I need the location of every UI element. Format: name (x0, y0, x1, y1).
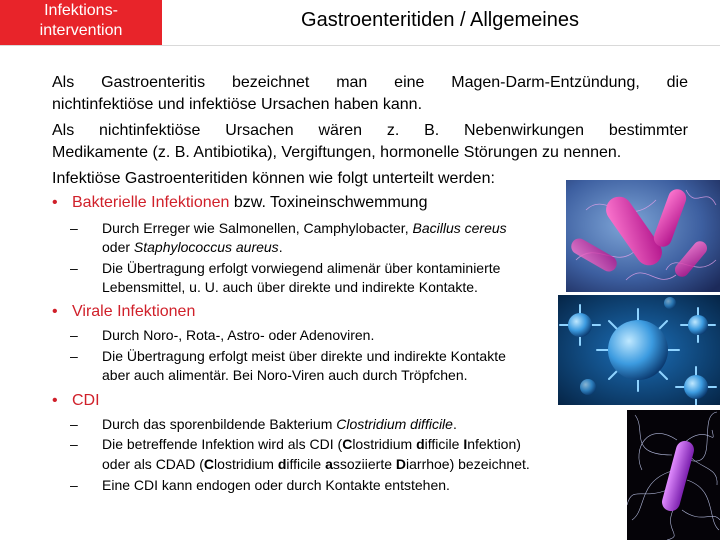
dash: – (70, 220, 78, 236)
cdi-s2-l2-d: ssoziierte (332, 456, 396, 472)
bullet-bacterial (52, 192, 427, 214)
bullet-viral (52, 301, 195, 323)
bacterial-s2-line1: Die Übertragung erfolgt vorwiegend alimenär über kontaminierte (102, 260, 501, 276)
bullet-dot: • (52, 392, 58, 409)
clostridium-image (627, 410, 720, 540)
intro-paragraph-1 (52, 72, 688, 94)
dash: – (70, 260, 78, 276)
section-tag (0, 0, 162, 45)
intro-p3: Infektiöse Gastroenteritiden können wie folgt unterteilt werden: (52, 170, 495, 187)
cdi-label: CDI (72, 392, 100, 409)
bacterial-s1-d: Staphylococcus aureus (133, 239, 279, 255)
cdi-s2-l1-e: nfektion) (467, 436, 521, 452)
bacterial-s1-c: oder (102, 239, 134, 255)
bacterial-s1-e: . (278, 239, 283, 255)
dash: – (70, 416, 78, 432)
intro-p2-line1: Als nichtinfektiöse Ursachen wären z. B. Nebenwirkungen bestimmter (52, 122, 688, 139)
cdi-s2-l1-c: ifficile (424, 436, 464, 452)
bacterial-s2-line2: Lebensmittel, u. U. auch über direkte und indirekte Kontakte. (102, 279, 478, 295)
cdi-s2-l2-a: oder als CDAD ( (102, 456, 204, 472)
cdi-s2-l2-e: iarrhoe) bezeichnet. (406, 456, 530, 472)
intro-paragraph-1b (52, 94, 422, 116)
cdi-s3: Eine CDI kann endogen oder durch Kontakte entstehen. (102, 477, 450, 493)
viral-s2-line1: Die Übertragung erfolgt meist über direkte und indirekte Kontakte (102, 348, 506, 364)
intro-paragraph-3 (52, 168, 495, 190)
cdi-s1-b: Clostridium difficile (336, 416, 453, 432)
cdi-s2-l1-d: d (416, 436, 425, 452)
dash: – (70, 348, 78, 364)
slide-title: Gastroenteritiden / Allgemeines (301, 9, 579, 31)
intro-p1-line1: Als Gastroenteritis bezeichnet man eine Magen-Darm-Entzündung, die (52, 74, 688, 91)
cdi-s2-l2-b: lostridium (214, 456, 278, 472)
dash: – (70, 327, 78, 343)
intro-paragraph-2 (52, 120, 688, 142)
viral-s1: Durch Noro-, Rota-, Astro- oder Adenoviren. (102, 327, 375, 343)
cdi-s1-c: . (452, 416, 457, 432)
dash: – (70, 436, 78, 452)
bacterial-s1-b: Bacillus cereus (412, 220, 507, 236)
intro-p2-line2: Medikamente (z. B. Antibiotika), Vergiftungen, hormonelle Störungen zu nennen. (52, 144, 622, 161)
bacteria-image (566, 180, 720, 292)
dash: – (70, 477, 78, 493)
cdi-s2-l1-I: I (463, 436, 468, 452)
viral-label: Virale Infektionen (72, 303, 196, 320)
cdi-s2-l1-a: Die betreffende Infektion wird als CDI ( (102, 436, 343, 452)
virus-image (558, 295, 720, 405)
cdi-s2-l2-C: C (203, 456, 215, 472)
bullet-cdi (52, 390, 100, 412)
cdi-s2-l2-A: a (325, 456, 333, 472)
bacterial-label: Bakterielle Infektionen (72, 194, 230, 211)
cdi-s2-l2-c: ifficile (286, 456, 326, 472)
bullet-dot: • (52, 194, 58, 211)
cdi-s2-l1-b: lostridium (352, 436, 417, 452)
section-tag-line1: Infektions- (44, 2, 118, 19)
cdi-s2-l2-D: d (277, 456, 287, 472)
section-tag-line2: intervention (39, 22, 123, 39)
header-divider (0, 45, 720, 46)
bullet-dot: • (52, 303, 58, 320)
viral-s2-line2: aber auch alimentär. Bei Noro-Viren auch durch Tröpfchen. (102, 367, 468, 383)
bacterial-suffix: bzw. Toxineinschwemmung (229, 194, 428, 211)
cdi-s2-l2-D2: D (395, 456, 407, 472)
cdi-s2-l1-C: C (342, 436, 353, 452)
cdi-s1-a: Durch das sporenbildende Bakterium (102, 416, 337, 432)
bacterial-s1-a: Durch Erreger wie Salmonellen, Camphylobacter, (102, 220, 413, 236)
intro-p1-line2: nichtinfektiöse und infektiöse Ursachen haben kann. (52, 96, 423, 113)
intro-paragraph-2b (52, 142, 621, 164)
